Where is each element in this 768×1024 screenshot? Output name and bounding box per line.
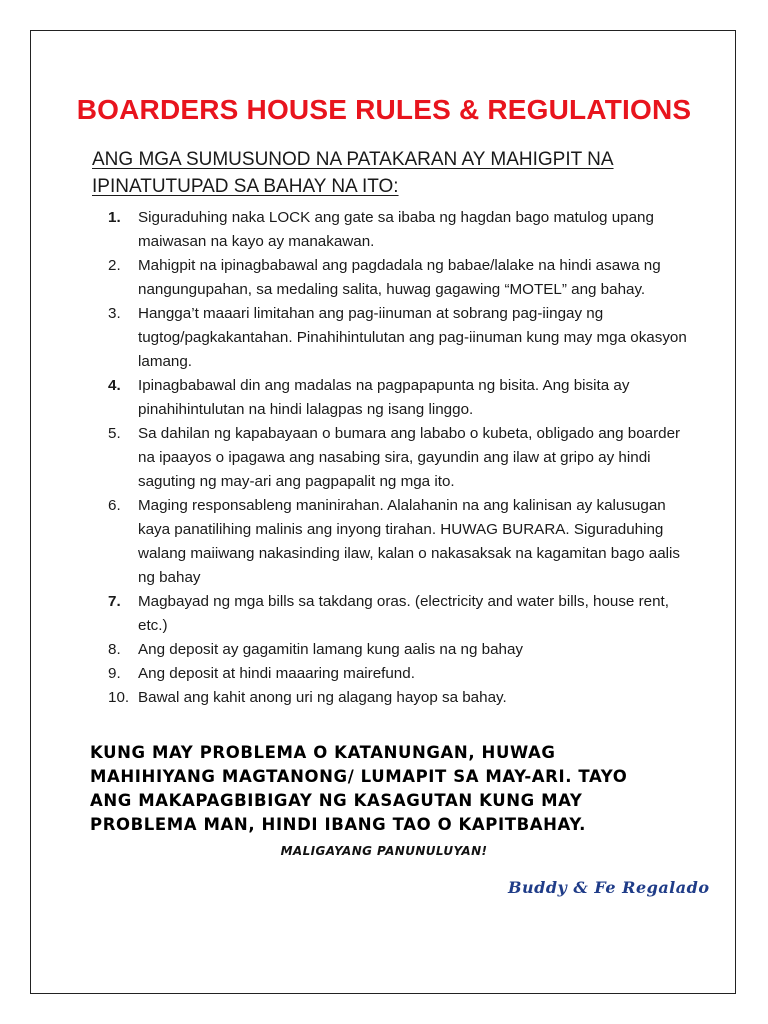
- rule-text: Ang deposit at hindi maaaring mairefund.: [138, 665, 415, 682]
- rule-number: 3.: [108, 305, 121, 322]
- rule-text: Bawal ang kahit anong uri ng alagang hayop sa bahay.: [138, 689, 507, 706]
- rule-text: Siguraduhing naka LOCK ang gate sa ibaba ng hagdan bago matulog upang maiwasan na kayo ay manakawan.: [138, 209, 654, 250]
- rule-item: [108, 590, 688, 638]
- rule-text: Sa dahilan ng kapabayaan o bumara ang lababo o kubeta, obligado ang boarder na ipaayos o ipagawa ang nasabing sira, gayundin ang ilaw at gripo ay hindi saguting ng may-ari ang pagpapalit ng mga ito.: [138, 425, 681, 490]
- rule-number: 10.: [108, 689, 130, 706]
- rule-number: 9.: [108, 665, 121, 682]
- rule-text: Ipinagbabawal din ang madalas na pagpapapunta ng bisita. Ang bisita ay pinahihintulutan na hindi lalagpas ng isang linggo.: [138, 377, 630, 418]
- rule-item: [108, 302, 688, 374]
- owner-signature: Buddy & Fe Regalado: [508, 878, 710, 897]
- rule-text: Ang deposit ay gagamitin lamang kung aalis na ng bahay: [138, 641, 524, 658]
- rule-text: Mahigpit na ipinagbabawal ang pagdadala ng babae/lalake na hindi asawa ng nangungupahan, sa medaling salita, huwag gagawing “MOTEL” ang bahay.: [138, 257, 661, 298]
- rule-item: [108, 686, 688, 710]
- welcome-text: MALIGAYANG PANUNULUYAN!: [280, 844, 488, 858]
- rules-list: [108, 206, 688, 710]
- rule-text: Maging responsableng maninirahan. Alalahanin na ang kalinisan ay kalusugan kaya panatilihing malinis ang inyong tirahan. HUWAG BURARA. Siguraduhing walang maiiwang nakasinding ilaw, kalan o nakasaksak na kagamitan bago aalis ng bahay: [138, 497, 681, 586]
- subtitle-line-2: IPINATUTUPAD SA BAHAY NA ITO:: [92, 176, 399, 197]
- rule-item: [108, 254, 688, 302]
- rule-number: 4.: [108, 377, 121, 394]
- rule-item: [108, 494, 688, 590]
- rule-item: [108, 662, 688, 686]
- rule-item: [108, 638, 688, 662]
- rule-text: Magbayad ng mga bills sa takdang oras. (electricity and water bills, house rent, etc.): [138, 593, 669, 634]
- rule-number: 6.: [108, 497, 121, 514]
- rule-number: 5.: [108, 425, 121, 442]
- rule-item: [108, 422, 688, 494]
- subtitle-line-1: ANG MGA SUMUSUNOD NA PATAKARAN AY MAHIGPIT NA: [92, 149, 614, 170]
- rule-number: 7.: [108, 593, 121, 610]
- rule-item: [108, 374, 688, 422]
- subtitle: [92, 146, 672, 200]
- rule-number: 1.: [108, 209, 121, 226]
- rule-item: [108, 206, 688, 254]
- contact-notice: KUNG MAY PROBLEMA O KATANUNGAN, HUWAG MAHIHIYANG MAGTANONG/ LUMAPIT SA MAY-ARI. TAYO ANG MAKAPAGBIBIGAY NG KASAGUTAN KUNG MAY PROBLEMA MAN, HINDI IBANG TAO O KAPITBAHAY.: [90, 743, 628, 834]
- rule-number: 2.: [108, 257, 121, 274]
- document-title: BOARDERS HOUSE RULES & REGULATIONS: [76, 94, 692, 125]
- rule-text: Hangga’t maaari limitahan ang pag-iinuman at sobrang pag-iingay ng tugtog/pagkakantahan. Pinahihintulutan ang pag-iinuman kung may mga okasyon lamang.: [138, 305, 687, 370]
- rule-number: 8.: [108, 641, 121, 658]
